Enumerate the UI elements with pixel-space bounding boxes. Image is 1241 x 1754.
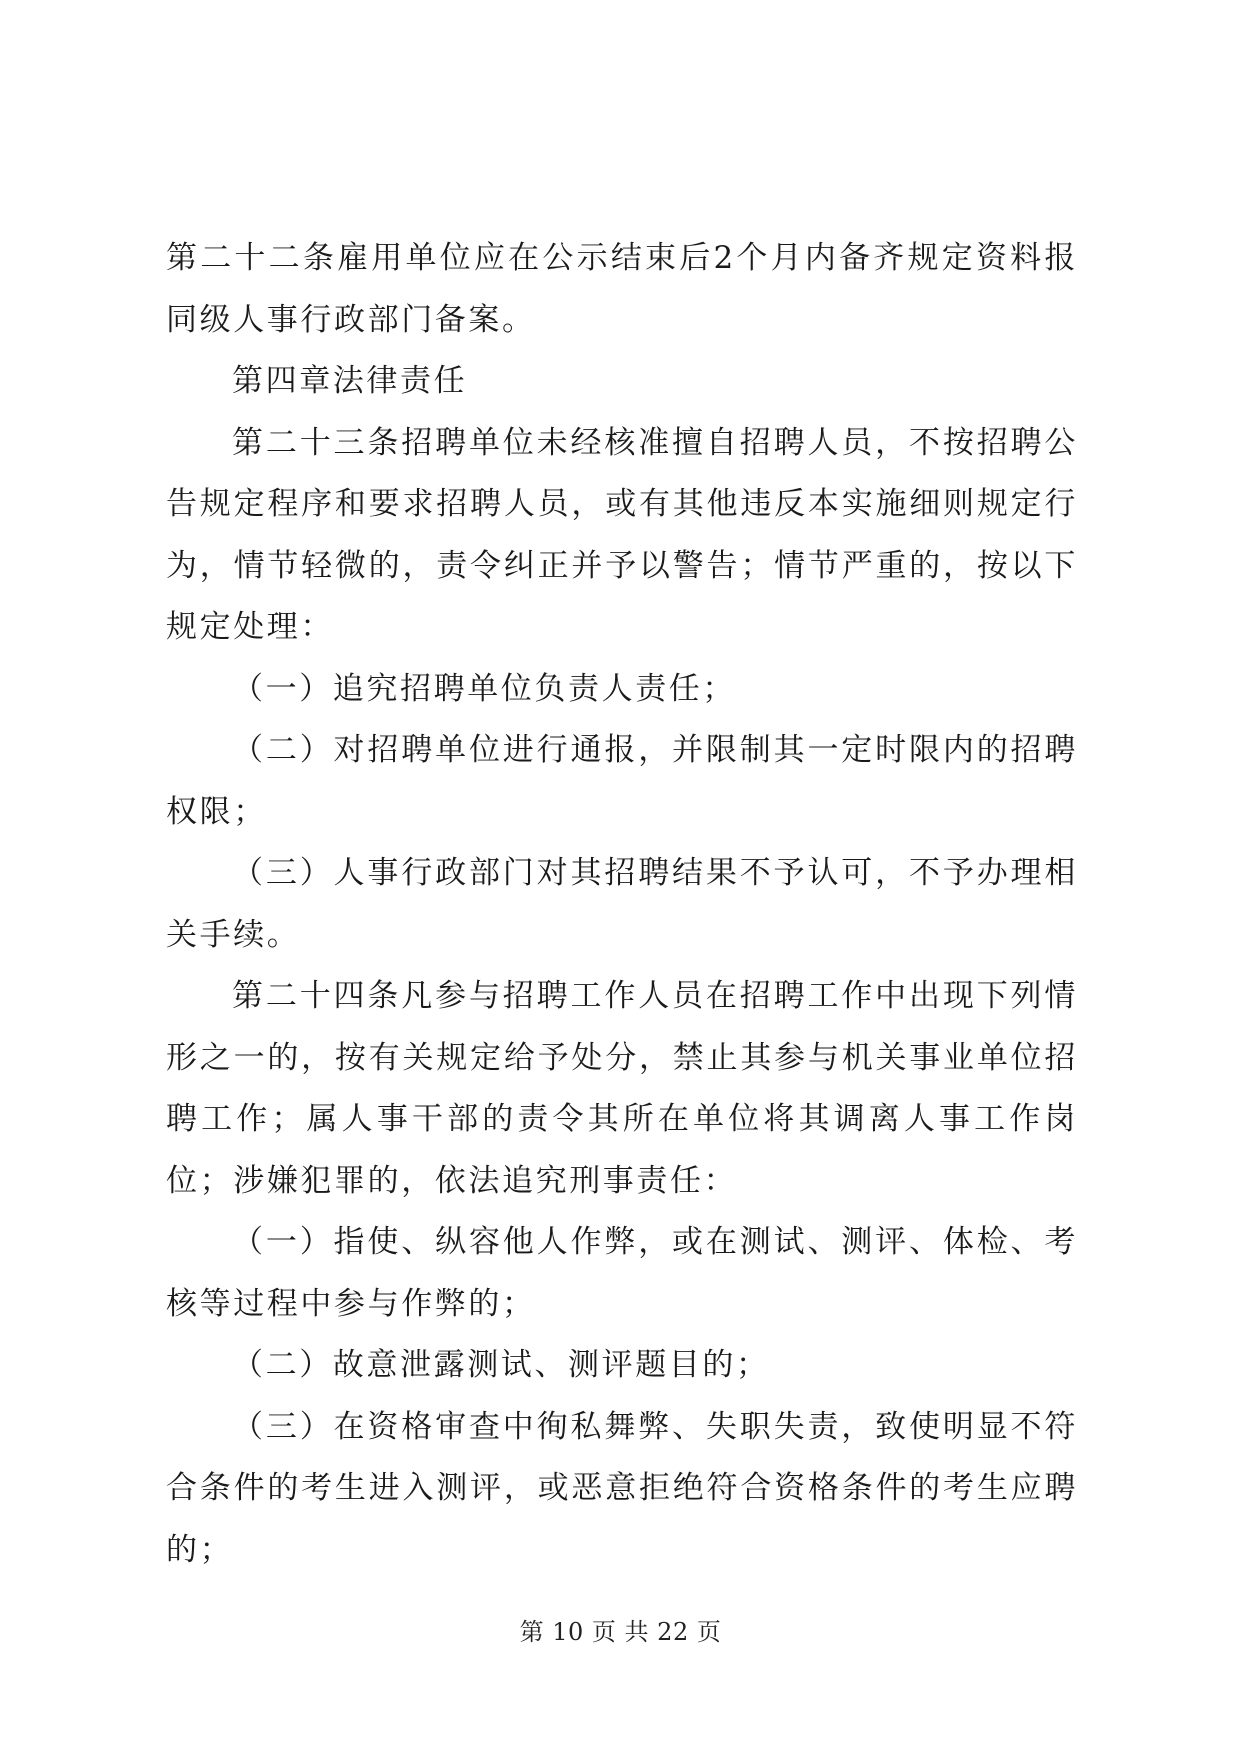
list-item-24-2: （二）故意泄露测试、测评题目的；: [232, 1347, 770, 1383]
list-item-23-2: （二）对招聘单位进行通报，并限制其一定时限内的招聘权限；: [166, 732, 1078, 830]
document-body: [166, 228, 1078, 1581]
list-item-24-3: （三）在资格审查中徇私舞弊、失职失责，致使明显不符合条件的考生进入测评，或恶意拒绝符合资格条件的考生应聘的；: [166, 1408, 1078, 1568]
page-footer: 第 10 页 共 22 页: [519, 1618, 722, 1646]
paragraph-article-24: 第二十四条凡参与招聘工作人员在招聘工作中出现下列情形之一的，按有关规定给予处分，禁止其参与机关事业单位招聘工作；属人事干部的责令其所在单位将其调离人事工作岗位；涉嫌犯罪的，依法追究刑事责任：: [166, 978, 1078, 1199]
list-item-23-3: （三）人事行政部门对其招聘结果不予认可，不予办理相关手续。: [166, 855, 1078, 953]
paragraph-article-23: 第二十三条招聘单位未经核准擅自招聘人员，不按招聘公告规定程序和要求招聘人员，或有其他违反本实施细则规定行为，情节轻微的，责令纠正并予以警告；情节严重的，按以下规定处理：: [166, 424, 1078, 645]
list-item-24-1: （一）指使、纵容他人作弊，或在测试、测评、体检、考核等过程中参与作弊的；: [166, 1224, 1078, 1322]
chapter-heading: 第四章法律责任: [232, 363, 468, 399]
list-item-23-1: （一）追究招聘单位负责人责任；: [232, 670, 736, 707]
paragraph-article-22: 第二十二条雇用单位应在公示结束后2个月内备齐规定资料报同级人事行政部门备案。: [166, 240, 1078, 338]
